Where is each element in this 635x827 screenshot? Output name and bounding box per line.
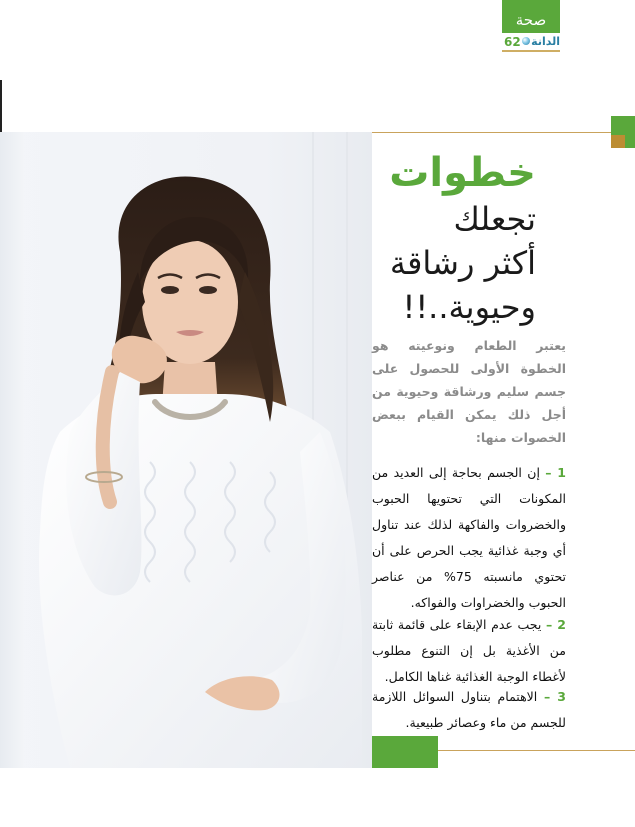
column-top-rule: [372, 132, 618, 133]
margin-rule: [0, 80, 2, 132]
title-highlight: خطوات: [389, 150, 536, 196]
step-number: 1 –: [545, 465, 566, 480]
section-tab: [502, 0, 560, 33]
intro-paragraph: يعتبر الطعام ونوعيته هو الخطوة الأولى للحصول على جسم سليم ورشاقة وحيوية من أجل ذلك يمكن القيام ببعض الخصوات منها:: [372, 338, 566, 445]
page-number: 62: [504, 35, 521, 49]
step-paragraph: [372, 460, 566, 616]
footer-accent: [372, 736, 438, 768]
step-paragraph: [372, 684, 566, 736]
step-number: 2 –: [546, 617, 566, 632]
step-paragraph: [372, 612, 566, 690]
title-line-2: أكثر رشاقة: [389, 244, 536, 282]
portrait-photo: [0, 132, 372, 768]
step-text: الاهتمام بتناول السوائل اللازمة للجسم من ماء وعصائر طبيعية.: [372, 689, 566, 730]
corner-accent-gold: [611, 135, 625, 148]
step-text: إن الجسم بحاجة إلى العديد من المكونات التي تحتويها الحبوب والخضروات والفاكهة لذلك عند تناول أي وجبة غذائية يجب الحرص على أن تحتوي مانسبته 75% من عناصر الحبوب والخضراوات والفواكه.: [372, 465, 566, 610]
woman-portrait-illustration: [0, 132, 372, 768]
section-label: صحة: [515, 11, 547, 29]
step-number: 3 –: [543, 689, 566, 704]
title-line-3: وحيوية..!!: [402, 288, 536, 326]
title-line-1: تجعلك: [453, 200, 536, 238]
magazine-logo: الدانة: [531, 35, 560, 48]
step-text: يجب عدم الإبقاء على قائمة ثابتة من الأغذية بل إن التنوع مطلوب لأغطاء الوجبة الغذائية غناها الكامل.: [372, 617, 566, 684]
